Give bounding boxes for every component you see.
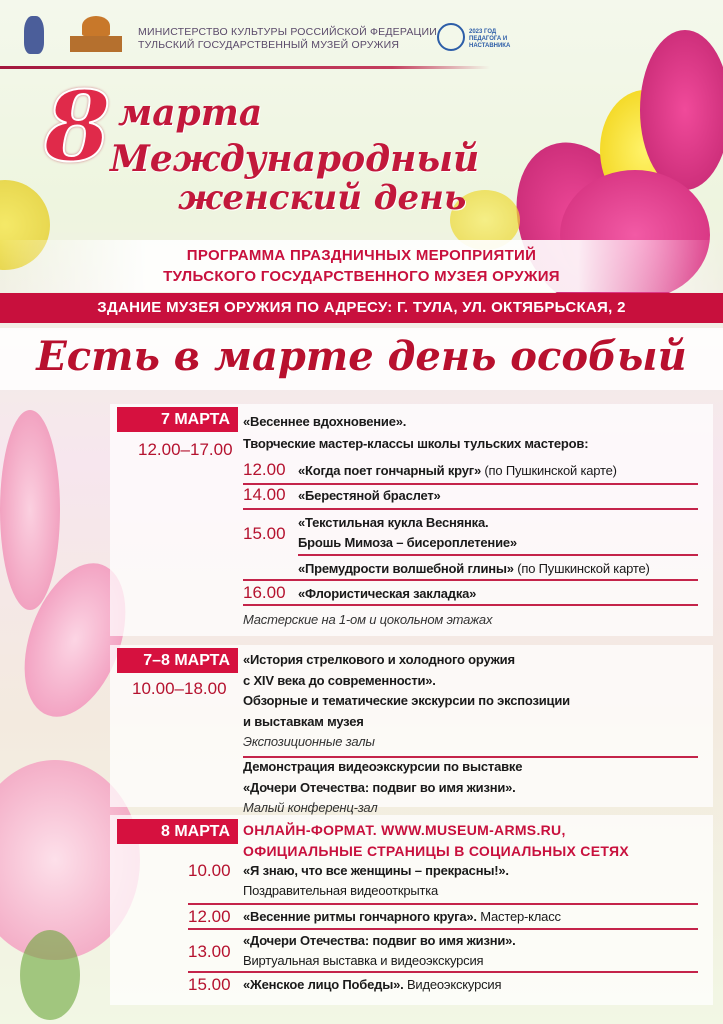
organization-name	[138, 26, 437, 52]
program-line-1: ПРОГРАММА ПРАЗДНИЧНЫХ МЕРОПРИЯТИЙ	[186, 247, 537, 264]
program-line-2: ТУЛЬСКОГО ГОСУДАРСТВЕННОГО МУЗЕЯ ОРУЖИЯ	[163, 268, 560, 285]
schedule-row	[243, 581, 698, 606]
title-month: марта	[118, 92, 263, 134]
row-time: 10.00	[188, 861, 231, 880]
schedule-row	[188, 973, 698, 998]
address-band: ЗДАНИЕ МУЗЕЯ ОРУЖИЯ ПО АДРЕСУ: Г. ТУЛА, УЛ. ОКТЯБРЬСКАЯ, 2	[0, 293, 723, 323]
location: Малый конференц-зал	[243, 800, 378, 815]
event-line: «Дочери Отечества: подвиг во имя жизни».	[243, 779, 516, 795]
program-band	[0, 240, 723, 292]
location: Мастерские на 1-ом и цокольном этажах	[243, 612, 493, 627]
online-header[interactable]: ОНЛАЙН-ФОРМАТ. WWW.MUSEUM-ARMS.RU,	[243, 822, 566, 838]
section-march-7	[110, 404, 713, 636]
location: Экспозиционные залы	[243, 734, 375, 749]
event-line: «История стрелкового и холодного оружия	[243, 652, 515, 667]
row-time: 13.00	[188, 942, 231, 961]
row-note: (по Пушкинской карте)	[513, 561, 650, 576]
row-title: «Когда поет гончарный круг»	[298, 463, 482, 478]
row-time: 16.00	[243, 583, 286, 602]
row-time: 15.00	[243, 524, 286, 543]
event-line: Обзорные и тематические экскурсии по экспозиции	[243, 693, 570, 708]
row-note: Мастер-класс	[476, 909, 561, 924]
org-line-2: ТУЛЬСКИЙ ГОСУДАРСТВЕННЫЙ МУЗЕЙ ОРУЖИЯ	[138, 39, 400, 51]
title-day: 8	[44, 70, 111, 183]
emblem-logo	[24, 16, 44, 54]
row-time: 14.00	[243, 485, 286, 504]
header-divider	[0, 66, 490, 69]
date-label: 7 МАРТА	[117, 407, 238, 432]
row-title: «Флористическая закладка»	[298, 586, 477, 601]
year-logo-text: 2023 ГОД ПЕДАГОГА И НАСТАВНИКА	[469, 29, 511, 49]
row-title: «Премудрости волшебной глины»	[298, 561, 514, 576]
row-subtitle: Виртуальная выставка и видеоэкскурсия	[243, 953, 484, 968]
row-time: 12.00	[243, 460, 286, 479]
time-range: 12.00–17.00	[138, 440, 233, 459]
row-note: (по Пушкинской карте)	[481, 463, 617, 478]
year-of-teacher-logo	[437, 23, 511, 53]
schedule-row	[243, 510, 698, 556]
schedule-row	[188, 930, 698, 973]
row-note: Видеоэкскурсия	[403, 977, 502, 992]
date-label: 7–8 МАРТА	[117, 648, 238, 673]
online-header-2: ОФИЦИАЛЬНЫЕ СТРАНИЦЫ В СОЦИАЛЬНЫХ СЕТЯХ	[243, 843, 629, 859]
schedule-row	[243, 460, 698, 485]
schedule-row	[188, 861, 698, 905]
row-title: «Берестяной браслет»	[298, 488, 441, 503]
section-march-7-8	[110, 645, 713, 815]
date-label: 8 МАРТА	[117, 819, 238, 844]
row-title: «Весенние ритмы гончарного круга».	[243, 909, 477, 924]
event-title: «Весеннее вдохновение».	[243, 414, 407, 429]
row-title: «Женское лицо Победы».	[243, 977, 404, 992]
schedule-row	[243, 485, 698, 510]
row-title: «Дочери Отечества: подвиг во имя жизни».	[243, 933, 516, 948]
title-line-1: Международный	[110, 138, 480, 180]
org-line-1: МИНИСТЕРСТВО КУЛЬТУРЫ РОССИЙСКОЙ ФЕДЕРАЦИИ	[138, 26, 438, 38]
event-line: с XIV века до современности».	[243, 672, 436, 688]
slogan: Есть в марте день особый	[36, 333, 687, 380]
schedule-row	[243, 556, 698, 581]
time-range: 10.00–18.00	[132, 679, 227, 698]
event-description: Творческие мастер-классы школы тульских мастеров:	[243, 436, 589, 451]
title-line-2: женский день	[178, 178, 467, 218]
event-line: и выставкам музея	[243, 713, 364, 729]
section-march-8	[110, 815, 713, 1005]
row-title: «Текстильная кукла Веснянка.	[298, 515, 489, 530]
slogan-band	[0, 328, 723, 390]
schedule-row	[188, 905, 698, 930]
event-line: Демонстрация видеоэкскурсии по выставке	[243, 759, 523, 774]
museum-logo	[68, 16, 124, 54]
row-subtitle: Поздравительная видеооткрытка	[243, 883, 439, 898]
row-time: 15.00	[188, 975, 231, 994]
row-title: «Я знаю, что все женщины – прекрасны!».	[243, 863, 509, 878]
row-time: 12.00	[188, 907, 231, 926]
row-title-2: Брошь Мимоза – бисероплетение»	[298, 535, 517, 550]
